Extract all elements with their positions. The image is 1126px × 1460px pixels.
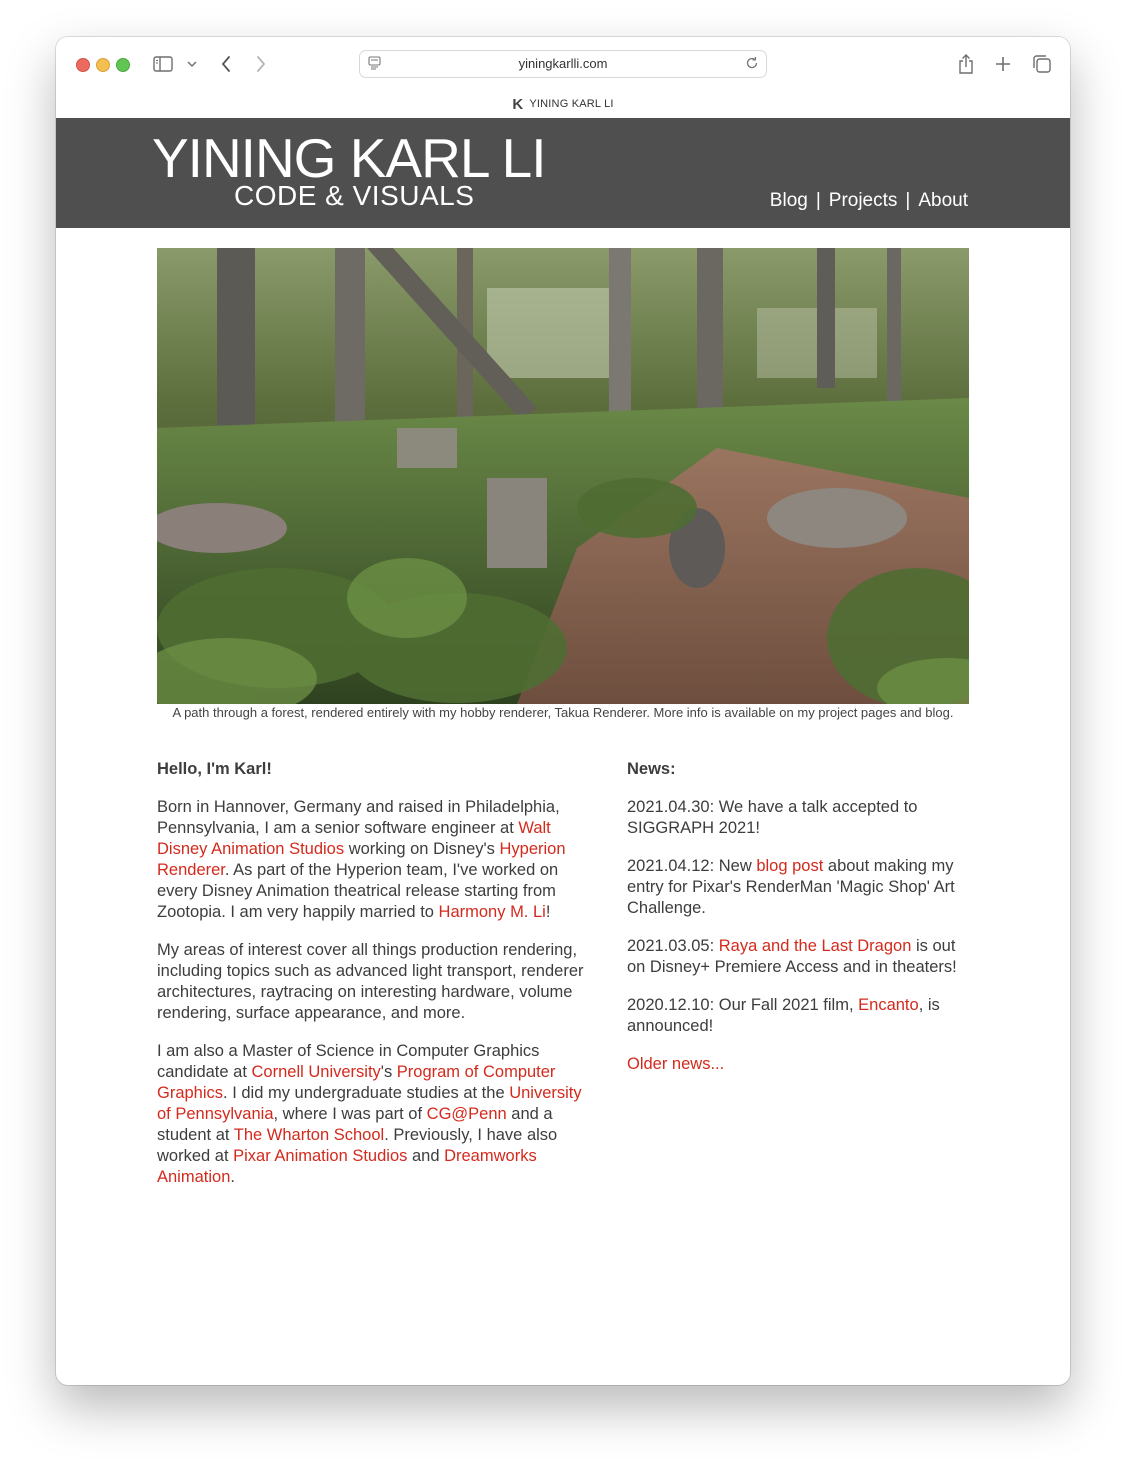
news-item: 2021.04.12: New blog post about making my entry for Pixar's RenderMan 'Magic Shop' Art Challenge.	[627, 857, 955, 917]
tab-strip	[56, 91, 1070, 119]
forward-arrow-icon[interactable]	[253, 53, 269, 75]
chevron-down-icon[interactable]	[186, 53, 198, 75]
minimize-window-button[interactable]	[96, 58, 110, 72]
close-window-button[interactable]	[76, 58, 90, 72]
inline-link[interactable]: Harmony M. Li	[438, 903, 546, 921]
site-nav	[770, 190, 968, 212]
inline-link[interactable]: University of Pennsylvania	[157, 1084, 582, 1123]
share-icon[interactable]	[956, 53, 976, 75]
inline-link[interactable]: blog post	[756, 857, 824, 875]
browser-window	[56, 37, 1070, 1385]
older-news-link[interactable]: Older news...	[627, 1055, 725, 1073]
inline-link[interactable]: Dreamworks Animation	[157, 1147, 537, 1186]
inline-link[interactable]: Hyperion Renderer	[157, 840, 566, 879]
news-heading: News:	[627, 760, 676, 778]
site-favicon-icon: K	[512, 96, 524, 113]
news-item: 2021.04.30: We have a talk accepted to SIGGRAPH 2021!	[627, 798, 918, 837]
nav-about-link[interactable]: About	[918, 190, 968, 211]
inline-link[interactable]: Cornell University	[251, 1063, 381, 1081]
tab-overview-icon[interactable]	[1031, 53, 1053, 75]
intro-column	[157, 759, 597, 1205]
hero-caption: A path through a forest, rendered entirely with my hobby renderer, Takua Renderer. More info is available on my project pages and blog.	[172, 705, 954, 720]
site-title[interactable]: YINING KARL LI	[152, 127, 546, 189]
browser-toolbar	[56, 37, 1070, 91]
new-tab-icon[interactable]	[993, 53, 1013, 75]
inline-link[interactable]: Raya and the Last Dragon	[718, 937, 912, 955]
nav-projects-link[interactable]: Projects	[828, 190, 898, 211]
site-header	[56, 118, 1070, 228]
intro-paragraph-2: My areas of interest cover all things production rendering, including topics such as advanced light transport, renderer architectures, raytracing on interesting hardware, volume rendering, surface appearance, and more.	[157, 941, 584, 1022]
news-column	[627, 759, 969, 1092]
nav-blog-link[interactable]: Blog	[769, 190, 808, 211]
inline-link[interactable]: CG@Penn	[426, 1105, 507, 1123]
inline-link[interactable]: Pixar Animation Studios	[233, 1147, 408, 1165]
zoom-window-button[interactable]	[116, 58, 130, 72]
inline-link[interactable]: Program of Computer Graphics	[157, 1063, 556, 1102]
back-arrow-icon[interactable]	[218, 53, 234, 75]
site-subtitle[interactable]: CODE & VISUALS	[234, 180, 475, 211]
nav-separator: |	[815, 190, 821, 211]
intro-paragraph-3: I am also a Master of Science in Computer Graphics candidate at Cornell University's Program of Computer Graphics. I did my undergraduate studies at the University of Pennsylvania, where I was part of CG@Penn and a student at The Wharton School. Previously, I have also worked at Pixar Animation Studios and Dreamworks Animation.	[157, 1042, 582, 1186]
sidebar-toggle-icon[interactable]	[152, 53, 174, 75]
intro-heading: Hello, I'm Karl!	[157, 760, 272, 778]
hero-forest-render-image	[157, 248, 969, 704]
reload-icon[interactable]	[744, 55, 760, 76]
nav-separator: |	[905, 190, 911, 211]
news-item: 2021.03.05: Raya and the Last Dragon is out on Disney+ Premiere Access and in theaters!	[627, 937, 957, 976]
inline-link[interactable]: Walt Disney Animation Studios	[157, 819, 551, 858]
intro-paragraph-1: Born in Hannover, Germany and raised in Philadelphia, Pennsylvania, I am a senior software engineer at Walt Disney Animation Studios working on Disney's Hyperion Renderer. As part of the Hyperion team, I've worked on every Disney Animation theatrical release starting from Zootopia. I am very happily married to Harmony M. Li!	[157, 798, 566, 921]
inline-link[interactable]: The Wharton School	[233, 1126, 385, 1144]
inline-link[interactable]: Encanto	[858, 996, 919, 1014]
url-text: yiningkarlli.com	[518, 56, 608, 71]
news-item: 2020.12.10: Our Fall 2021 film, Encanto, is announced!	[627, 996, 940, 1035]
active-tab[interactable]	[56, 96, 1070, 113]
tab-title: YINING KARL LI	[529, 98, 614, 110]
address-bar[interactable]	[359, 50, 767, 78]
